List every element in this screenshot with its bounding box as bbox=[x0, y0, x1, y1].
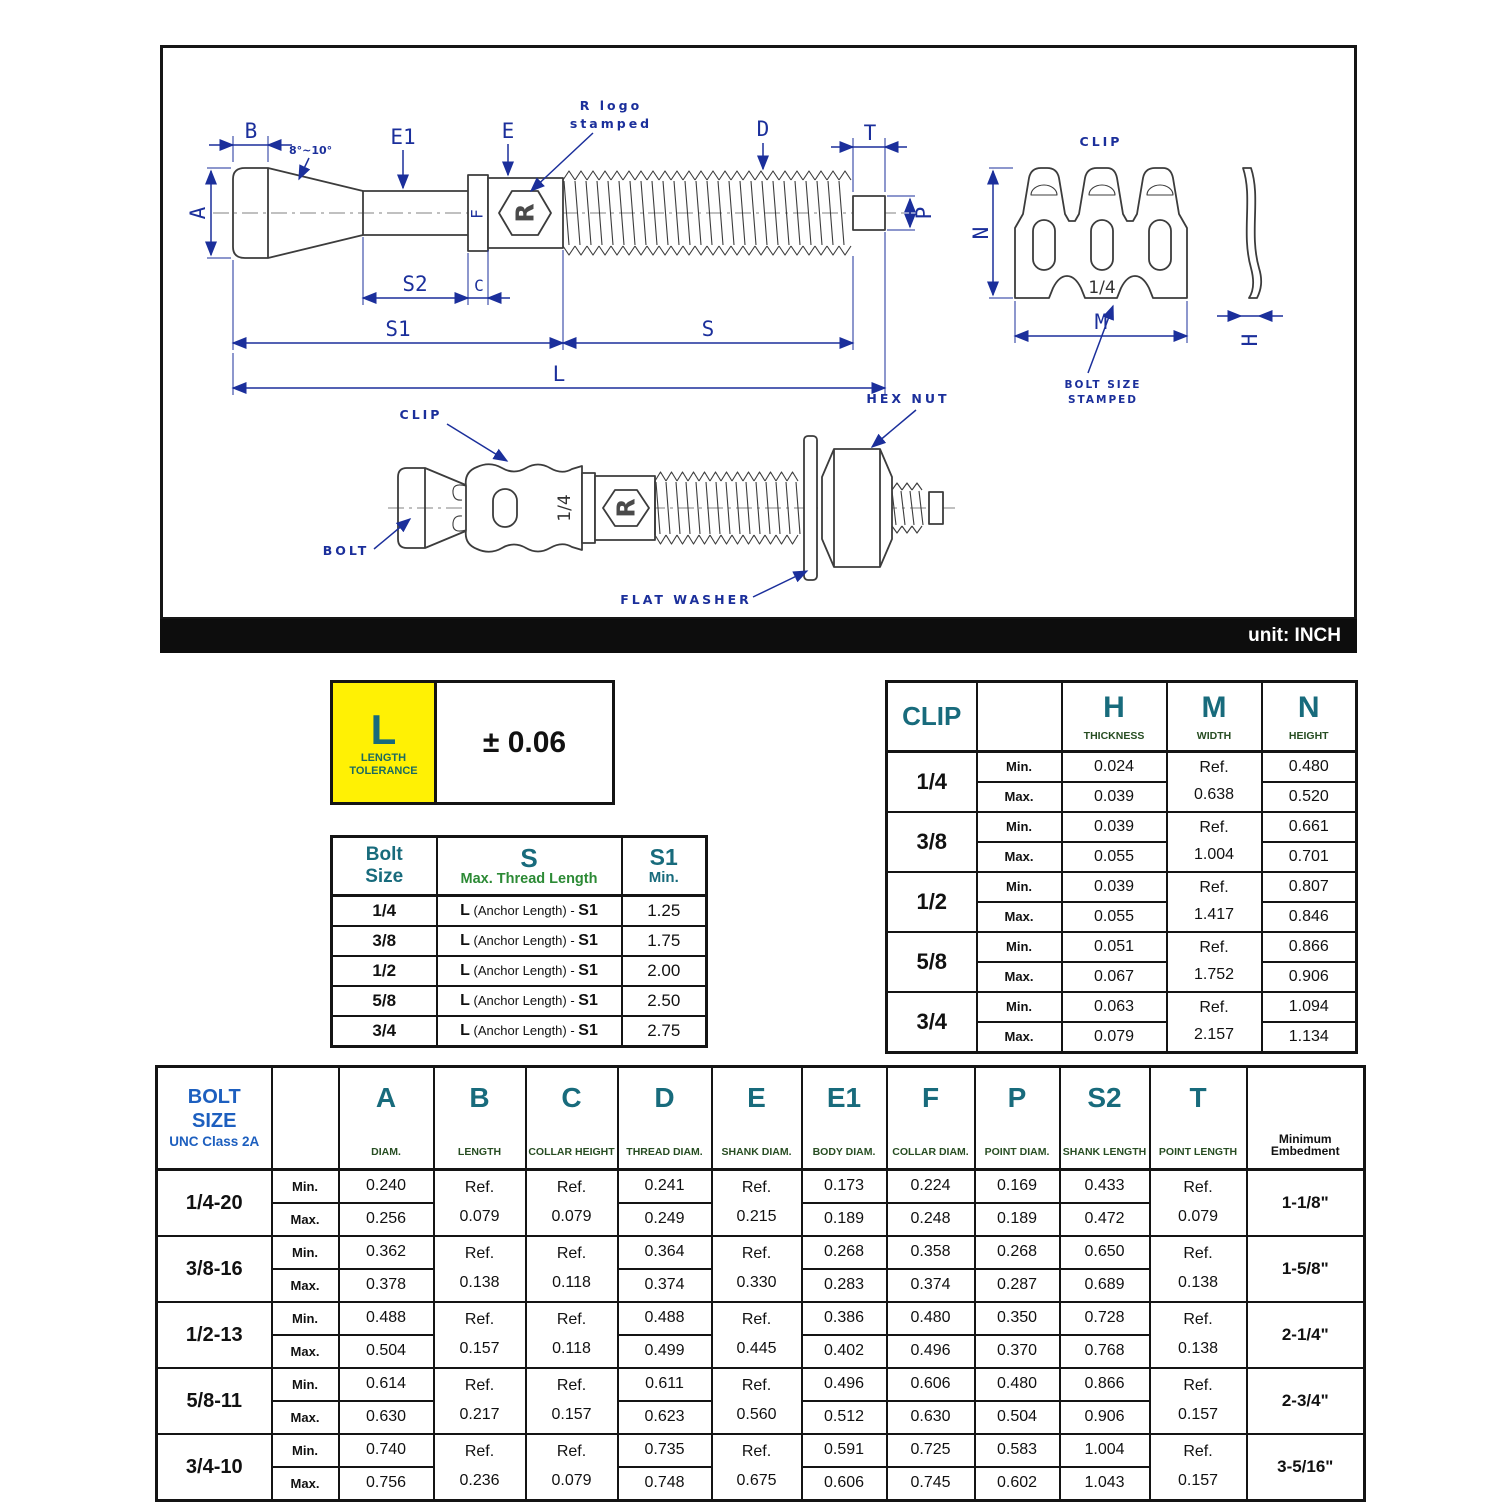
min-label-cell: Min. bbox=[272, 1368, 339, 1401]
value-cell: 0.364 bbox=[618, 1236, 712, 1269]
dim-label-l: L bbox=[552, 362, 566, 386]
length-tolerance-table bbox=[330, 680, 615, 805]
column-header-s2: S2 SHANK LENGTH bbox=[1060, 1067, 1150, 1170]
ref-value-cell: Ref. 0.118 bbox=[526, 1236, 618, 1302]
max-label-cell: Max. bbox=[272, 1203, 339, 1236]
dim-label-a: A bbox=[186, 206, 210, 220]
value-cell: 0.055 bbox=[1062, 902, 1167, 932]
max-label-cell: Max. bbox=[272, 1467, 339, 1501]
value-cell: 0.287 bbox=[975, 1269, 1060, 1302]
clip-title: CLIP bbox=[1079, 134, 1123, 149]
formula-cell: L (Anchor Length) - S1 bbox=[437, 926, 622, 956]
s-table-header-s1 bbox=[622, 837, 707, 896]
embedment-cell: 1-5/8" bbox=[1247, 1236, 1365, 1302]
ref-value-cell: Ref. 2.157 bbox=[1167, 992, 1262, 1053]
clip-side-view bbox=[1217, 168, 1283, 346]
size-cell: 3/4 bbox=[332, 1016, 437, 1047]
formula-cell: L (Anchor Length) - S1 bbox=[437, 956, 622, 986]
size-cell: 1/2 bbox=[332, 956, 437, 986]
value-cell: 0.520 bbox=[1262, 782, 1357, 812]
ref-value-cell: Ref. 0.330 bbox=[712, 1236, 802, 1302]
column-header-e: E SHANK DIAM. bbox=[712, 1067, 802, 1170]
min-label-cell: Min. bbox=[977, 932, 1062, 962]
column-header-b: B LENGTH bbox=[434, 1067, 526, 1170]
dim-label-e1: E1 bbox=[390, 125, 416, 149]
value-cell: 0.378 bbox=[339, 1269, 434, 1302]
r-logo-note-line2: stamped bbox=[569, 116, 653, 131]
value-cell: 0.024 bbox=[1062, 752, 1167, 783]
value-cell: 0.725 bbox=[887, 1434, 975, 1467]
column-header-c: C COLLAR HEIGHT bbox=[526, 1067, 618, 1170]
value-cell: 0.768 bbox=[1060, 1335, 1150, 1368]
value-cell: 1.043 bbox=[1060, 1467, 1150, 1501]
ref-value-cell: Ref. 0.445 bbox=[712, 1302, 802, 1368]
r-logo-note-line1: R logo bbox=[579, 98, 643, 113]
angle-note: 8°~10° bbox=[289, 144, 333, 157]
unit-label: unit: INCH bbox=[1248, 625, 1341, 646]
dim-label-s: S bbox=[701, 317, 715, 341]
dim-label-c: C bbox=[474, 276, 484, 295]
value-cell: 0.374 bbox=[887, 1269, 975, 1302]
value-cell: 0.079 bbox=[1062, 1022, 1167, 1053]
value-cell: 0.630 bbox=[339, 1401, 434, 1434]
ref-value-cell: Ref. 0.157 bbox=[1150, 1368, 1247, 1434]
dim-label-s2: S2 bbox=[402, 272, 428, 296]
bolt-size-cell: 3/4-10 bbox=[157, 1434, 272, 1501]
ref-value-cell: Ref. 0.118 bbox=[526, 1302, 618, 1368]
value-cell: 0.067 bbox=[1062, 962, 1167, 992]
min-label-cell: Min. bbox=[272, 1170, 339, 1204]
embedment-cell: 3-5/16" bbox=[1247, 1434, 1365, 1501]
value-cell: 0.370 bbox=[975, 1335, 1060, 1368]
value-cell: 0.630 bbox=[887, 1401, 975, 1434]
value-cell: 0.169 bbox=[975, 1170, 1060, 1204]
bolt-size-cell: 3/8-16 bbox=[157, 1236, 272, 1302]
clip-size-cell: 3/8 bbox=[887, 812, 977, 872]
clip-table-blank-header bbox=[977, 682, 1062, 752]
column-header-f: F COLLAR DIAM. bbox=[887, 1067, 975, 1170]
value-cell: 0.735 bbox=[618, 1434, 712, 1467]
value-cell: 0.488 bbox=[618, 1302, 712, 1335]
value-cell: 1.094 bbox=[1262, 992, 1357, 1022]
tolerance-value: ± 0.06 bbox=[482, 725, 567, 759]
value-cell: 0.055 bbox=[1062, 842, 1167, 872]
dim-label-p: P bbox=[912, 206, 936, 220]
value-cell: 0.402 bbox=[802, 1335, 887, 1368]
value-cell: 0.602 bbox=[975, 1467, 1060, 1501]
s1-value-cell: 2.75 bbox=[622, 1016, 707, 1047]
value-cell: 0.689 bbox=[1060, 1269, 1150, 1302]
value-cell: 0.039 bbox=[1062, 872, 1167, 902]
ref-value-cell: Ref. 0.560 bbox=[712, 1368, 802, 1434]
value-cell: 0.386 bbox=[802, 1302, 887, 1335]
max-label-cell: Max. bbox=[977, 782, 1062, 812]
value-cell: 0.063 bbox=[1062, 992, 1167, 1022]
min-label-cell: Min. bbox=[272, 1302, 339, 1335]
value-cell: 0.248 bbox=[887, 1203, 975, 1236]
ref-value-cell: Ref. 0.079 bbox=[526, 1434, 618, 1501]
s1-letter: S1 bbox=[649, 844, 678, 871]
dim-label-b: B bbox=[244, 119, 258, 143]
value-cell: 0.504 bbox=[339, 1335, 434, 1368]
ref-value-cell: Ref. 1.004 bbox=[1167, 812, 1262, 872]
value-cell: 0.701 bbox=[1262, 842, 1357, 872]
assembly-label-flat-washer: FLAT WASHER bbox=[620, 592, 752, 607]
embedment-cell: 2-1/4" bbox=[1247, 1302, 1365, 1368]
value-cell: 0.374 bbox=[618, 1269, 712, 1302]
dim-label-e: E bbox=[501, 119, 515, 143]
value-cell: 0.512 bbox=[802, 1401, 887, 1434]
value-cell: 0.499 bbox=[618, 1335, 712, 1368]
value-cell: 0.846 bbox=[1262, 902, 1357, 932]
max-label-cell: Max. bbox=[977, 902, 1062, 932]
ref-value-cell: Ref. 0.217 bbox=[434, 1368, 526, 1434]
min-label-cell: Min. bbox=[977, 872, 1062, 902]
anchor-bolt-drawing bbox=[163, 48, 1354, 617]
assembly-hex-nut bbox=[822, 449, 892, 567]
s1-value-cell: 2.00 bbox=[622, 956, 707, 986]
assembly-label-bolt: BOLT bbox=[322, 543, 370, 558]
value-cell: 0.433 bbox=[1060, 1170, 1150, 1204]
value-cell: 0.650 bbox=[1060, 1236, 1150, 1269]
clip-size-cell: 1/2 bbox=[887, 872, 977, 932]
s-letter: S bbox=[520, 842, 538, 873]
length-tolerance-header bbox=[333, 683, 437, 802]
value-cell: 1.134 bbox=[1262, 1022, 1357, 1053]
value-cell: 0.268 bbox=[802, 1236, 887, 1269]
s1-sub: Min. bbox=[648, 869, 679, 887]
value-cell: 0.240 bbox=[339, 1170, 434, 1204]
max-label-cell: Max. bbox=[977, 842, 1062, 872]
value-cell: 0.748 bbox=[618, 1467, 712, 1501]
value-cell: 0.496 bbox=[802, 1368, 887, 1401]
column-header-t: T POINT LENGTH bbox=[1150, 1067, 1247, 1170]
assembly-label-clip: CLIP bbox=[399, 407, 443, 422]
size-cell: 1/4 bbox=[332, 896, 437, 927]
bolt-size-cell: 1/4-20 bbox=[157, 1170, 272, 1237]
size-label: Size bbox=[365, 865, 404, 887]
min-label-cell: Min. bbox=[977, 992, 1062, 1022]
ref-value-cell: Ref. 0.215 bbox=[712, 1170, 802, 1237]
r-logo-glyph: R bbox=[510, 203, 540, 223]
min-label-cell: Min. bbox=[272, 1434, 339, 1467]
value-cell: 0.362 bbox=[339, 1236, 434, 1269]
value-cell: 0.358 bbox=[887, 1236, 975, 1269]
size-cell: 5/8 bbox=[332, 986, 437, 1016]
assembly-clip-stamp: 1/4 bbox=[555, 494, 575, 522]
ref-value-cell: Ref. 0.157 bbox=[434, 1302, 526, 1368]
value-cell: 1.004 bbox=[1060, 1434, 1150, 1467]
dim-label-m: M bbox=[1094, 310, 1108, 334]
value-cell: 0.350 bbox=[975, 1302, 1060, 1335]
ref-value-cell: Ref. 0.138 bbox=[434, 1236, 526, 1302]
assembly-label-hex-nut: HEX NUT bbox=[866, 391, 950, 406]
ref-value-cell: Ref. 0.157 bbox=[1150, 1434, 1247, 1501]
value-cell: 0.745 bbox=[887, 1467, 975, 1501]
value-cell: 0.504 bbox=[975, 1401, 1060, 1434]
max-label-cell: Max. bbox=[977, 1022, 1062, 1053]
column-header-e1: E1 BODY DIAM. bbox=[802, 1067, 887, 1170]
ref-value-cell: Ref. 0.138 bbox=[1150, 1302, 1247, 1368]
assembly-flat-washer bbox=[804, 436, 817, 580]
max-label-cell: Max. bbox=[272, 1335, 339, 1368]
bolt-size-cell: 5/8-11 bbox=[157, 1368, 272, 1434]
main-spec-table bbox=[155, 1065, 1366, 1502]
unit-bar bbox=[160, 619, 1357, 653]
column-header-p: P POINT DIAM. bbox=[975, 1067, 1060, 1170]
s1-value-cell: 1.25 bbox=[622, 896, 707, 927]
value-cell: 0.614 bbox=[339, 1368, 434, 1401]
value-cell: 0.224 bbox=[887, 1170, 975, 1204]
formula-cell: L (Anchor Length) - S1 bbox=[437, 986, 622, 1016]
tolerance-sub1: LENGTH bbox=[360, 751, 407, 764]
value-cell: 0.480 bbox=[975, 1368, 1060, 1401]
column-header-embedment: Minimum Embedment bbox=[1247, 1067, 1365, 1170]
tolerance-letter: L bbox=[370, 705, 397, 753]
max-label-cell: Max. bbox=[977, 962, 1062, 992]
dim-label-d: D bbox=[756, 117, 770, 141]
tolerance-sub2: TOLERANCE bbox=[349, 764, 418, 777]
value-cell: 0.283 bbox=[802, 1269, 887, 1302]
value-cell: 0.583 bbox=[975, 1434, 1060, 1467]
value-cell: 0.249 bbox=[618, 1203, 712, 1236]
s-table-header-bolt-size bbox=[332, 837, 437, 896]
assembly-view bbox=[323, 391, 950, 607]
blank-header-cell bbox=[272, 1067, 339, 1170]
clip-size-cell: 5/8 bbox=[887, 932, 977, 992]
value-cell: 0.039 bbox=[1062, 782, 1167, 812]
formula-cell: L (Anchor Length) - S1 bbox=[437, 1016, 622, 1047]
bolt-size-stamped-line1: BOLT SIZE bbox=[1064, 379, 1142, 391]
value-cell: 0.866 bbox=[1060, 1368, 1150, 1401]
s1-value-cell: 2.50 bbox=[622, 986, 707, 1016]
value-cell: 0.661 bbox=[1262, 812, 1357, 842]
value-cell: 0.496 bbox=[887, 1335, 975, 1368]
value-cell: 0.480 bbox=[887, 1302, 975, 1335]
value-cell: 0.472 bbox=[1060, 1203, 1150, 1236]
clip-size-cell: 1/4 bbox=[887, 752, 977, 813]
ref-value-cell: Ref. 0.138 bbox=[1150, 1236, 1247, 1302]
value-cell: 0.906 bbox=[1262, 962, 1357, 992]
value-cell: 0.241 bbox=[618, 1170, 712, 1204]
ref-value-cell: Ref. 0.079 bbox=[1150, 1170, 1247, 1237]
clip-header-m: M WIDTH bbox=[1167, 682, 1262, 752]
value-cell: 0.606 bbox=[802, 1467, 887, 1501]
max-label-cell: Max. bbox=[272, 1401, 339, 1434]
clip-size-cell: 3/4 bbox=[887, 992, 977, 1053]
size-cell: 3/8 bbox=[332, 926, 437, 956]
ref-value-cell: Ref. 0.236 bbox=[434, 1434, 526, 1501]
column-header-a: A DIAM. bbox=[339, 1067, 434, 1170]
dim-label-n: N bbox=[969, 226, 993, 240]
value-cell: 0.480 bbox=[1262, 752, 1357, 783]
value-cell: 0.740 bbox=[339, 1434, 434, 1467]
ref-value-cell: Ref. 0.079 bbox=[434, 1170, 526, 1237]
value-cell: 0.039 bbox=[1062, 812, 1167, 842]
column-header-d: D THREAD DIAM. bbox=[618, 1067, 712, 1170]
bolt-size-stamped-line2: STAMPED bbox=[1067, 394, 1139, 406]
clip-header-h: H THICKNESS bbox=[1062, 682, 1167, 752]
ref-value-cell: Ref. 0.079 bbox=[526, 1170, 618, 1237]
embedment-cell: 2-3/4" bbox=[1247, 1368, 1365, 1434]
value-cell: 0.906 bbox=[1060, 1401, 1150, 1434]
dim-label-f: F bbox=[467, 209, 487, 219]
dim-label-t: T bbox=[863, 121, 877, 145]
clip-front-view bbox=[969, 134, 1187, 406]
ref-value-cell: Ref. 1.752 bbox=[1167, 932, 1262, 992]
formula-cell: L (Anchor Length) - S1 bbox=[437, 896, 622, 927]
value-cell: 0.256 bbox=[339, 1203, 434, 1236]
value-cell: 0.268 bbox=[975, 1236, 1060, 1269]
value-cell: 0.611 bbox=[618, 1368, 712, 1401]
clip-size-stamp: 1/4 bbox=[1088, 278, 1116, 298]
corner-header-bolt-size: BOLT SIZE UNC Class 2A bbox=[157, 1067, 272, 1170]
clip-spec-table bbox=[885, 680, 1358, 1054]
min-label-cell: Min. bbox=[272, 1236, 339, 1269]
max-label-cell: Max. bbox=[272, 1269, 339, 1302]
bolt-size-cell: 1/2-13 bbox=[157, 1302, 272, 1368]
ref-value-cell: Ref. 0.638 bbox=[1167, 752, 1262, 813]
value-cell: 0.488 bbox=[339, 1302, 434, 1335]
dim-label-s1: S1 bbox=[385, 317, 411, 341]
embedment-cell: 1-1/8" bbox=[1247, 1170, 1365, 1237]
s1-value-cell: 1.75 bbox=[622, 926, 707, 956]
value-cell: 0.189 bbox=[802, 1203, 887, 1236]
bolt-point bbox=[853, 196, 885, 230]
value-cell: 0.728 bbox=[1060, 1302, 1150, 1335]
technical-drawing-panel bbox=[160, 45, 1357, 620]
value-cell: 0.173 bbox=[802, 1170, 887, 1204]
clip-header-n: N HEIGHT bbox=[1262, 682, 1357, 752]
s-table-header-s bbox=[437, 837, 622, 896]
value-cell: 0.807 bbox=[1262, 872, 1357, 902]
value-cell: 0.866 bbox=[1262, 932, 1357, 962]
assembly-r-logo-glyph: R bbox=[611, 498, 641, 518]
value-cell: 0.591 bbox=[802, 1434, 887, 1467]
min-label-cell: Min. bbox=[977, 752, 1062, 783]
value-cell: 0.623 bbox=[618, 1401, 712, 1434]
dim-label-h: H bbox=[1238, 333, 1262, 347]
value-cell: 0.606 bbox=[887, 1368, 975, 1401]
min-label-cell: Min. bbox=[977, 812, 1062, 842]
value-cell: 0.051 bbox=[1062, 932, 1167, 962]
bolt-label: Bolt bbox=[365, 843, 403, 865]
value-cell: 0.189 bbox=[975, 1203, 1060, 1236]
ref-value-cell: Ref. 1.417 bbox=[1167, 872, 1262, 932]
s-sub: Max. Thread Length bbox=[460, 870, 598, 887]
value-cell: 0.756 bbox=[339, 1467, 434, 1501]
ref-value-cell: Ref. 0.675 bbox=[712, 1434, 802, 1501]
ref-value-cell: Ref. 0.157 bbox=[526, 1368, 618, 1434]
thread-length-table bbox=[330, 835, 708, 1048]
clip-table-title: CLIP bbox=[887, 682, 977, 752]
